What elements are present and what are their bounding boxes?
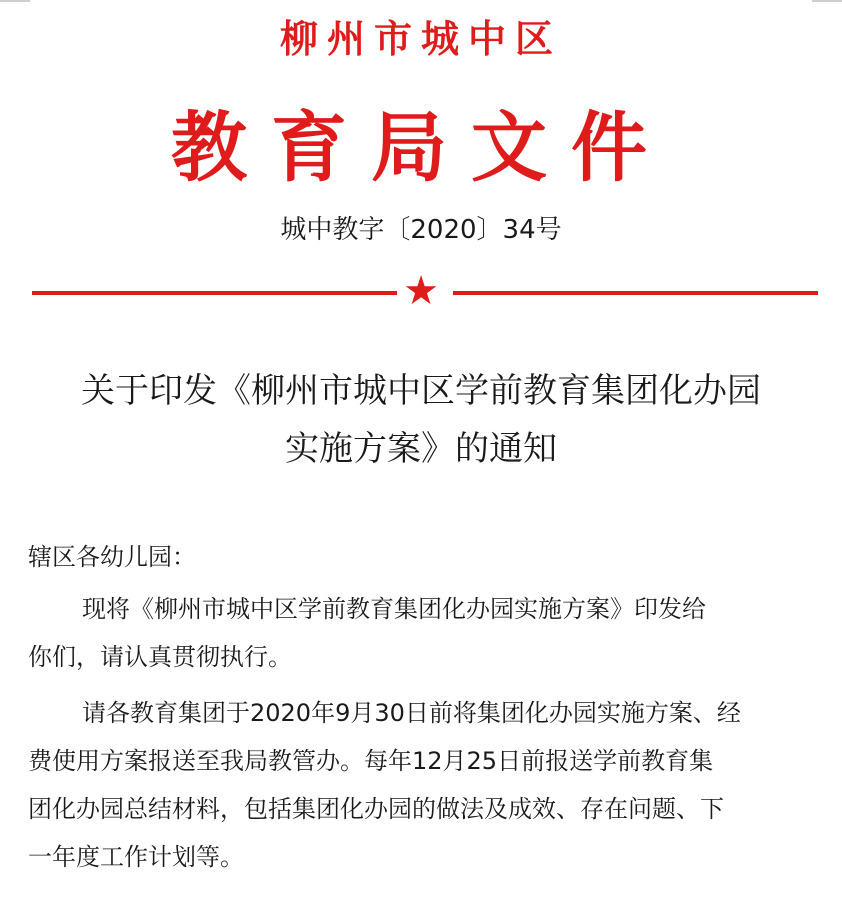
star-icon: ★: [403, 268, 439, 314]
notice-title: [0, 362, 842, 478]
salutation: 辖区各幼儿园：: [28, 543, 196, 571]
file-header-title: 教育局文件: [171, 103, 671, 192]
red-divider-right: [453, 291, 818, 295]
paragraph-line: 你们，请认真贯彻执行。: [28, 643, 292, 671]
notice-title-line: 实施方案》的通知: [285, 429, 557, 469]
paragraph-line: 现将《柳州市城中区学前教育集团化办园实施方案》印发给: [82, 595, 706, 623]
issuing-organization: 柳州市城中区: [279, 17, 562, 61]
red-divider-left: [32, 291, 397, 295]
paragraph-line: 团化办园总结材料，包括集团化办园的做法及成效、存在问题、下: [28, 795, 724, 823]
page-edge-mark: [0, 0, 30, 2]
notice-body: [28, 585, 820, 881]
paragraph-line: 一年度工作计划等。: [28, 843, 244, 871]
paragraph-line: 请各教育集团于2020年9月30日前将集团化办园实施方案、经: [82, 699, 741, 727]
page-edge-mark: [812, 0, 842, 2]
document-number: 城中教字〔2020〕34号: [280, 215, 562, 245]
notice-title-line: 关于印发《柳州市城中区学前教育集团化办园: [81, 371, 761, 411]
paragraph-line: 费使用方案报送至我局教管办。每年12月25日前报送学前教育集: [28, 747, 714, 775]
